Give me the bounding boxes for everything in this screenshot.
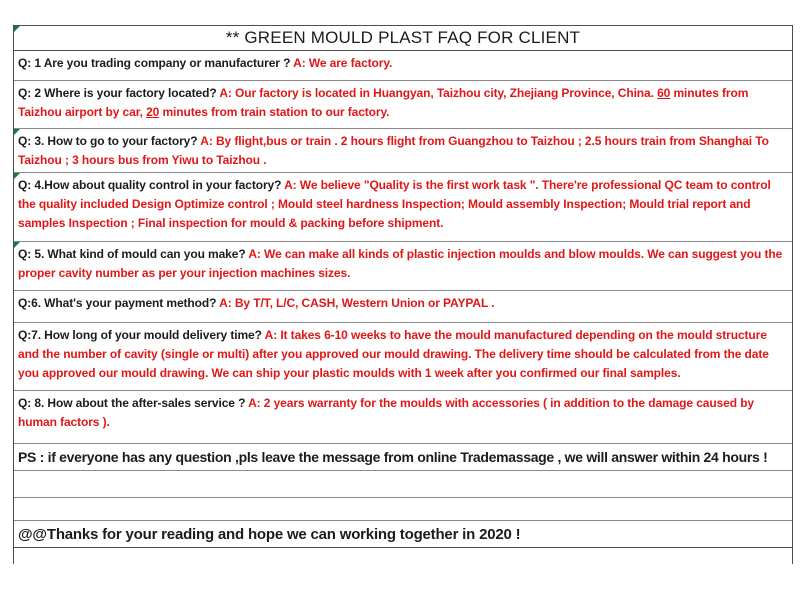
question-text: Q:6. What's your payment method? [18,296,220,310]
answer-text: minutes from train station to our factory. [159,105,390,119]
question-text: Q: 4.How about quality control in your factory? [18,178,285,192]
answer-text: A: We can make all kinds of plastic injection moulds and blow moulds. We can suggest you the proper cavity number as per your injection machines sizes. [18,247,783,280]
faq-row-q1 [14,51,792,81]
question-text: Q: 2 Where is your factory located? [18,86,220,100]
answer-text: 60 [657,86,671,100]
faq-row-q5 [14,242,792,291]
table-tail-row [14,548,792,564]
answer-text: A: By T/T, L/C, CASH, Western Union or PAYPAL . [219,296,495,310]
question-text: Q: 1 Are you trading company or manufacturer ? [18,56,294,70]
question-text: Q: 3. How to go to your factory? [18,134,201,148]
faq-cell-text [14,242,792,283]
cell-corner-marker-icon [14,242,20,248]
faq-table [13,25,793,564]
answer-text: A: 2 years warranty for the moulds with accessories ( in addition to the damage caused by human factors ). [18,396,754,429]
question-text: Q:7. How long of your mould delivery time? [18,328,265,342]
faq-row-q3 [14,129,792,173]
faq-row-q7 [14,323,792,391]
faq-row-q2 [14,81,792,129]
faq-row-q8 [14,391,792,444]
faq-row-q6 [14,291,792,323]
faq-cell-text [14,173,792,233]
faq-rows-container [14,51,792,444]
answer-text: 20 [146,105,160,119]
empty-row [14,498,792,521]
answer-text: A: We are factory. [293,56,393,70]
faq-cell-text [14,81,792,122]
answer-text: A: By flight,bus or train . 2 hours flight from Guangzhou to Taizhou ; 2.5 hours train from Shanghai To Taizhou ; 3 hours bus from Yiwu to Taizhou . [18,134,769,167]
answer-text: A: We believe "Quality is the first work task ". There're professional QC team to control the quality included Design Optimize control ; Mould steel hardness Inspection; Mould assembly Inspection; Mould trial report and samples Inspection ; Final inspection for mould & packing before shipment. [18,178,771,230]
closing-note-text: @@Thanks for your reading and hope we can working together in 2020 ! [18,526,521,543]
faq-cell-text [14,129,792,170]
question-text: Q: 8. How about the after-sales service ? [18,396,249,410]
answer-text: A: It takes 6-10 weeks to have the mould manufactured depending on the mould structure and the number of cavity (single or multi) after you approved our mould drawing. The delivery time should be calculated from the date you approved our mould drawing. We can ship your plastic moulds with 1 week after you confirmed our final samples. [18,328,769,380]
cell-corner-marker-icon [14,129,20,135]
ps-note-text: PS : if everyone has any question ,pls leave the message from online Trademassage , we will answer within 24 hours ! [18,449,768,465]
document-title: ** GREEN MOULD PLAST FAQ FOR CLIENT [225,28,581,47]
question-text: Q: 5. What kind of mould can you make? [18,247,249,261]
cell-corner-marker-icon [14,26,20,32]
empty-row [14,471,792,498]
closing-note-row [14,521,792,548]
cell-corner-marker-icon [14,173,20,179]
faq-cell-text [14,391,792,432]
answer-text: A: Our factory is located in Huangyan, Taizhou city, Zhejiang Province, China. [219,86,658,100]
table-title-row [14,26,792,51]
faq-cell-text [14,51,792,73]
faq-row-q4 [14,173,792,242]
faq-cell-text [14,323,792,383]
ps-note-row [14,444,792,471]
answer-text: minutes from Taizhou airport by car, [18,86,749,119]
faq-cell-text [14,291,792,313]
